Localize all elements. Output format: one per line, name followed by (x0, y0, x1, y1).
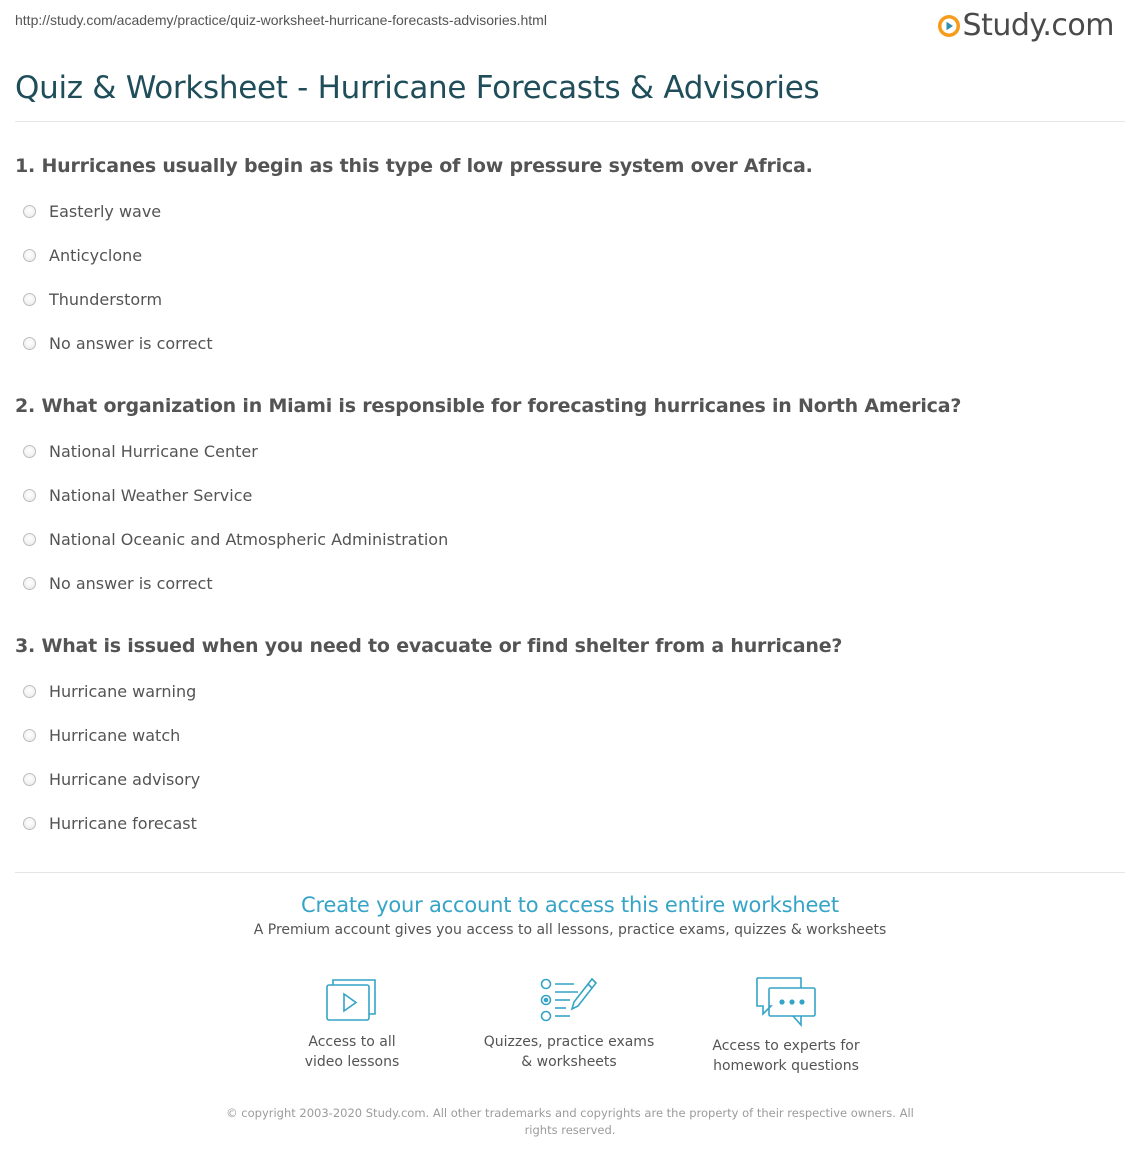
answer-option[interactable] (15, 715, 1125, 759)
section-divider (15, 872, 1125, 873)
question-3 (15, 635, 1125, 847)
option-label: Hurricane warning (49, 682, 197, 701)
question-text: 1. Hurricanes usually begin as this type of low pressure system over Africa. (15, 155, 813, 177)
video-lessons-icon (325, 976, 379, 1024)
radio-button[interactable] (23, 445, 36, 458)
option-label: Anticyclone (49, 246, 143, 265)
study-logo[interactable] (937, 8, 1114, 43)
feature-experts (691, 976, 881, 1076)
option-label: No answer is correct (49, 574, 213, 593)
cta-link[interactable]: Create your account to access this entire worksheet (301, 893, 839, 917)
radio-button[interactable] (23, 533, 36, 546)
signup-cta (0, 893, 1140, 938)
option-label: No answer is correct (49, 334, 213, 353)
feature-video-lessons (257, 976, 447, 1072)
option-label: Hurricane forecast (49, 814, 197, 833)
answer-option[interactable] (15, 759, 1125, 803)
option-label: Hurricane advisory (49, 770, 201, 789)
logo-text: Study.com (962, 8, 1114, 43)
radio-button[interactable] (23, 817, 36, 830)
quiz-checklist-icon (540, 976, 598, 1024)
answer-option[interactable] (15, 191, 1125, 235)
answer-option[interactable] (15, 519, 1125, 563)
feature-quizzes (474, 976, 664, 1072)
option-label: Easterly wave (49, 202, 162, 221)
play-circle-icon (937, 14, 961, 38)
option-label: National Weather Service (49, 486, 253, 505)
question-text: 3. What is issued when you need to evacuate or find shelter from a hurricane? (15, 635, 843, 657)
radio-button[interactable] (23, 685, 36, 698)
feature-label: Quizzes, practice exams & worksheets (483, 1034, 655, 1070)
title-divider (15, 121, 1125, 122)
feature-label: Access to all video lessons (304, 1034, 400, 1070)
answer-option[interactable] (15, 475, 1125, 519)
radio-button[interactable] (23, 577, 36, 590)
question-text: 2. What organization in Miami is responsible for forecasting hurricanes in North America? (15, 395, 962, 417)
radio-button[interactable] (23, 773, 36, 786)
top-bar (0, 0, 1140, 50)
chat-bubbles-icon (753, 976, 819, 1028)
radio-button[interactable] (23, 205, 36, 218)
page-url: http://study.com/academy/practice/quiz-worksheet-hurricane-forecasts-advisories.html (15, 12, 547, 28)
question-2 (15, 395, 1125, 607)
radio-button[interactable] (23, 293, 36, 306)
radio-button[interactable] (23, 337, 36, 350)
answer-option[interactable] (15, 235, 1125, 279)
answer-option[interactable] (15, 279, 1125, 323)
option-label: National Hurricane Center (49, 442, 258, 461)
answer-option[interactable] (15, 563, 1125, 607)
option-label: Thunderstorm (49, 290, 163, 309)
answer-option[interactable] (15, 431, 1125, 475)
option-label: Hurricane watch (49, 726, 181, 745)
question-1 (15, 155, 1125, 367)
answer-option[interactable] (15, 323, 1125, 367)
feature-label: Access to experts for homework questions (712, 1038, 860, 1074)
copyright-footer: © copyright 2003-2020 Study.com. All other trademarks and copyrights are the property of their respective owners. All rights reserved. (226, 1106, 914, 1137)
answer-option[interactable] (15, 671, 1125, 715)
radio-button[interactable] (23, 249, 36, 262)
answer-option[interactable] (15, 803, 1125, 847)
cta-subtitle: A Premium account gives you access to all lessons, practice exams, quizzes & worksheets (253, 922, 887, 938)
radio-button[interactable] (23, 489, 36, 502)
radio-button[interactable] (23, 729, 36, 742)
page-title: Quiz & Worksheet - Hurricane Forecasts & Advisories (15, 70, 820, 106)
option-label: National Oceanic and Atmospheric Administration (49, 530, 449, 549)
